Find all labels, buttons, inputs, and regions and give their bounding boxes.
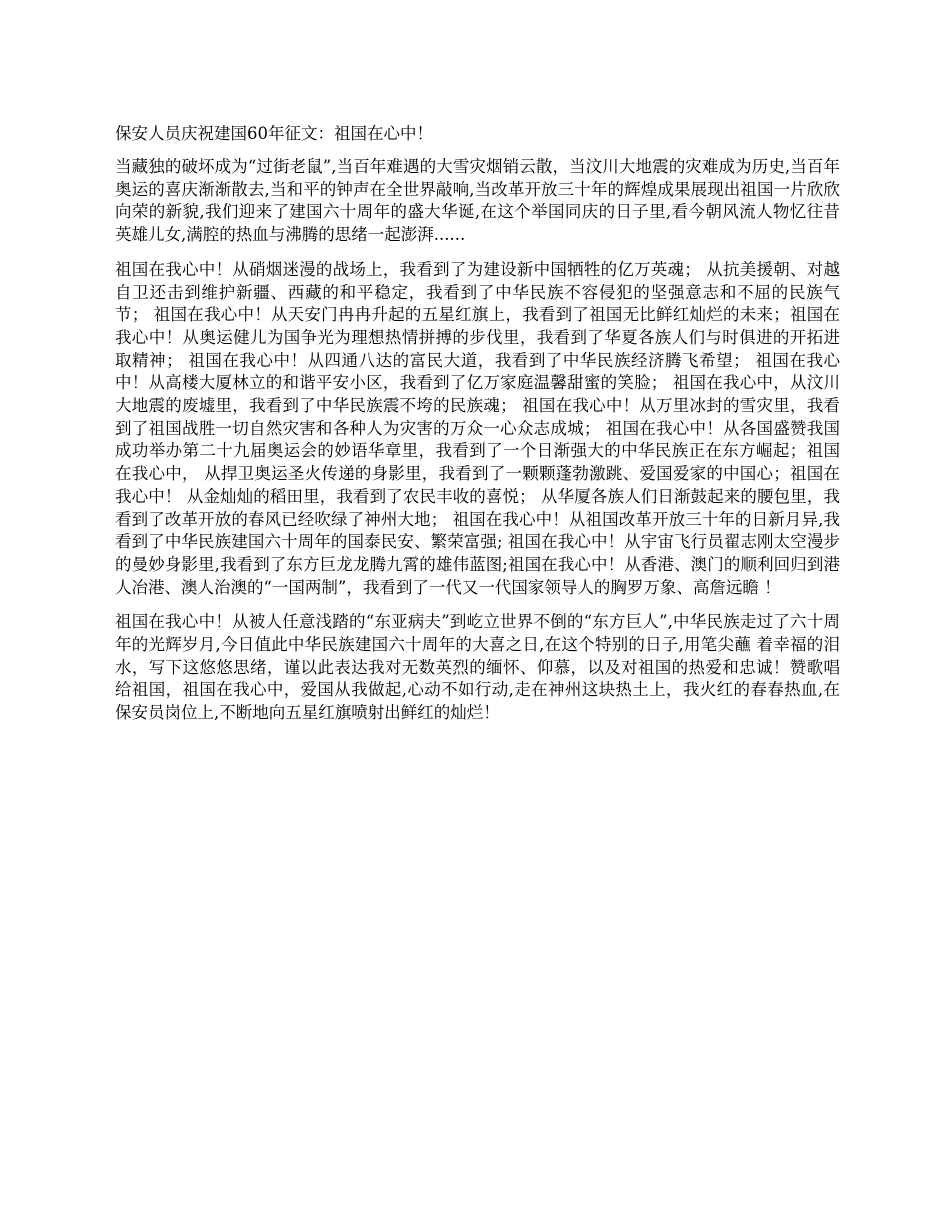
document-page	[115, 123, 840, 737]
paragraph-body: 祖国在我心中！从硝烟迷漫的战场上，我看到了为建设新中国牺牲的亿万英魂； 从抗美援朝、对越自卫还击到维护新疆、西藏的和平稳定，我看到了中华民族不容侵犯的坚强意志和不屈的民族气节； 祖国在我心中！从天安门冉冉升起的五星红旗上，我看到了祖国无比鲜红灿烂的未来；祖国在我心中！从奥运健儿为国争光为理想热情拼搏的步伐里，我看到了华夏各族人们与时俱进的开拓进取精神； 祖国在我心中！从四通八达的富民大道，我看到了中华民族经济腾飞希望； 祖国在我心中！从高楼大厦林立的和谐平安小区，我看到了亿万家庭温馨甜蜜的笑脸； 祖国在我心中，从汶川大地震的废墟里，我看到了中华民族震不垮的民族魂； 祖国在我心中！从万里冰封的雪灾里，我看到了祖国战胜一切自然灾害和各种人为灾害的万众一心众志成城； 祖国在我心中！从各国盛赞我国成功举办第二十九届奥运会的妙语华章里，我看到了一个日渐强大的中华民族正在东方崛起；祖国在我心中， 从捍卫奥运圣火传递的身影里，我看到了一颗颗蓬勃激跳、爱国爱家的中国心；祖国在我心中！ 从金灿灿的稻田里，我看到了农民丰收的喜悦； 从华厦各族人们日渐鼓起来的腰包里，我看到了改革开放的春风已经吹绿了神州大地； 祖国在我心中！从祖国改革开放三十年的日新月异,我看到了中华民族建国六十周年的国泰民安、繁荣富强; 祖国在我心中！从宇宙飞行员翟志刚太空漫步的曼妙身影里,我看到了东方巨龙龙腾九霄的雄伟蓝图;祖国在我心中！从香港、澳门的顺利回归到港人冶港、澳人治澳的“一国两制”，我看到了一代又一代国家领导人的胸罗万象、高詹远瞻 ！	[115, 259, 840, 597]
paragraph-conclusion: 祖国在我心中！从被人任意浅踏的“东亚病夫”到屹立世界不倒的“东方巨人”,中华民族走过了六十周年的光辉岁月,今日值此中华民族建国六十周年的大喜之日,在这个特别的日子,用笔尖蘸 着幸福的泪水，写下这悠悠思绪，谨以此表达我对无数英烈的缅怀、仰慕，以及对祖国的热爱和忠诚！赞歌唱给祖国，祖国在我心中，爱国从我做起,心动不如行动,走在神州这块热土上，我火红的春春热血,在保安员岗位上,不断地向五星红旗喷射出鲜红的灿烂！	[115, 612, 840, 723]
document-title: 保安人员庆祝建国60年征文：祖国在心中！	[115, 124, 433, 143]
paragraph-intro: 当藏独的破坏成为“过街老鼠”,当百年难遇的大雪灾烟销云散，当汶川大地震的灾难成为历史,当百年奥运的喜庆渐渐散去,当和平的钟声在全世界敲响,当改革开放三十年的辉煌成果展现出祖国一片欣欣向荣的新貌,我们迎来了建国六十周年的盛大华诞,在这个举国同庆的日子里,看今朝风流人物忆往昔英雄儿女,满腔的热血与沸腾的思绪一起澎湃......	[115, 157, 840, 245]
